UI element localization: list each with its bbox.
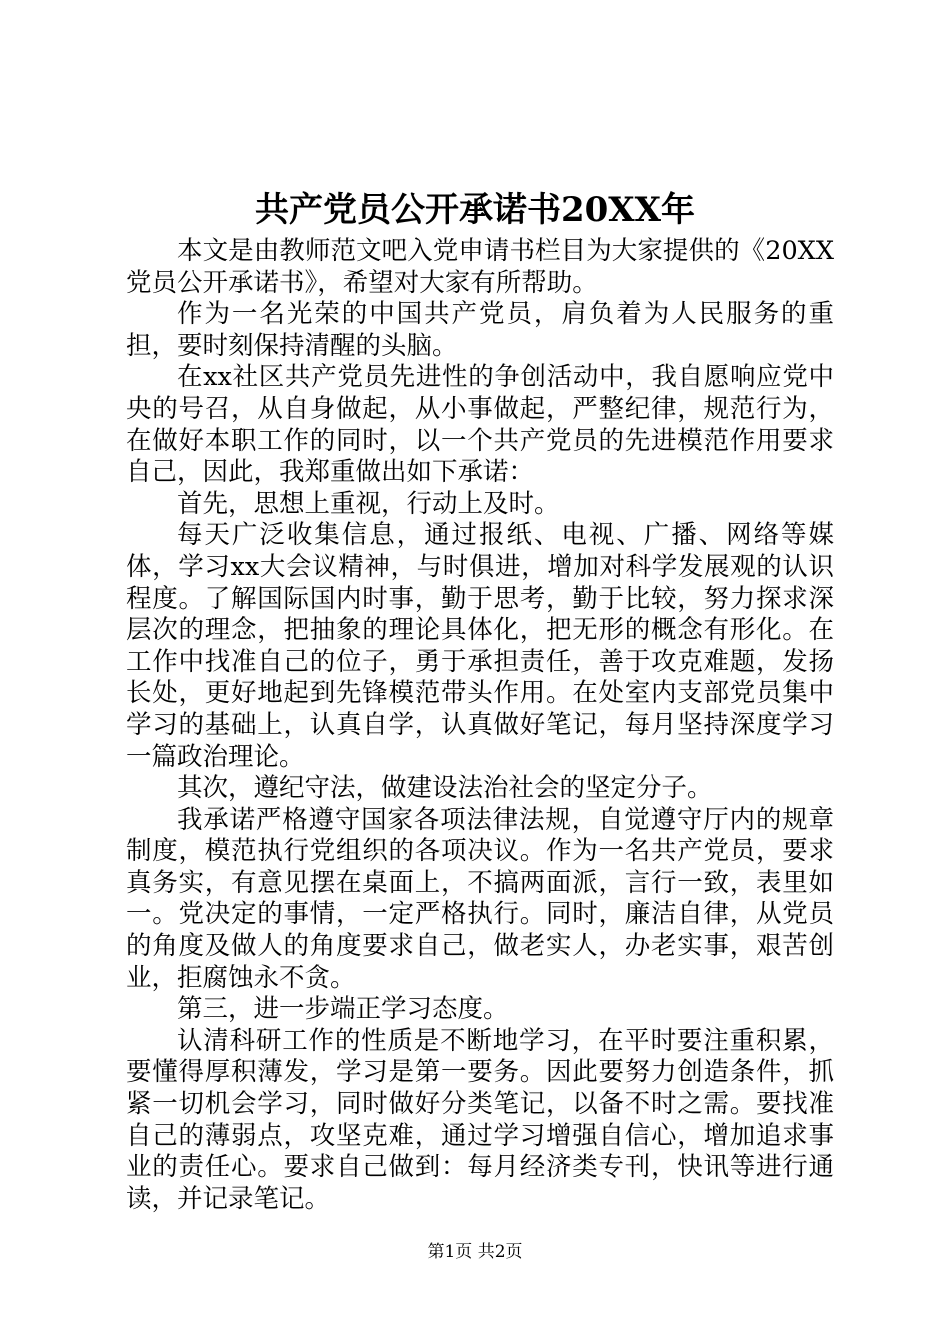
paragraph-third-detail: 认清科研工作的性质是不断地学习，在平时要注重积累，要懂得厚积薄发，学习是第一要务。因此要努力创造条件，抓紧一切机会学习，同时做好分类笔记，以备不时之需。要找准自己的薄弱点，攻坚克难，通过学习增强自信心，增加追求事业的责任心。要求自己做到：每月经济类专刊，快讯等进行通读，并记录笔记。	[126, 1025, 834, 1214]
paragraph-heading-first: 首先，思想上重视，行动上及时。	[177, 488, 560, 519]
document-title: 共产党员公开承诺书20XX年	[254, 190, 696, 230]
document-body	[126, 236, 834, 1215]
paragraph-identity: 作为一名光荣的中国共产党员，肩负着为人民服务的重担，要时刻保持清醒的头脑。	[126, 299, 834, 361]
paragraph-heading-second: 其次，遵纪守法，做建设法治社会的坚定分子。	[177, 773, 713, 804]
paragraph-commitment-context: 在xx社区共产党员先进性的争创活动中，我自愿响应党中央的号召，从自身做起，从小事做起，严整纪律，规范行为，在做好本职工作的同时，以一个共产党员的先进模范作用要求自己，因此，我郑重做出如下承诺：	[126, 362, 834, 488]
paragraph-intro: 本文是由教师范文吧入党申请书栏目为大家提供的《20XX党员公开承诺书》，希望对大家有所帮助。	[126, 236, 834, 298]
paragraph-heading-third: 第三，进一步端正学习态度。	[177, 994, 509, 1025]
page-number-footer: 第1页 共2页	[427, 1242, 523, 1262]
paragraph-second-detail: 我承诺严格遵守国家各项法律法规，自觉遵守厅内的规章制度，模范执行党组织的各项决议。作为一名共产党员，要求真务实，有意见摆在桌面上，不搞两面派，言行一致，表里如一。党决定的事情，一定严格执行。同时，廉洁自律，从党员的角度及做人的角度要求自己，做老实人，办老实事，艰苦创业，拒腐蚀永不贪。	[126, 804, 834, 993]
paragraph-first-detail: 每天广泛收集信息，通过报纸、电视、广播、网络等媒体，学习xx大会议精神，与时俱进，增加对科学发展观的认识程度。了解国际国内时事，勤于思考，勤于比较，努力探求深层次的理念，把抽象的理论具体化，把无形的概念有形化。在工作中找准自己的位子，勇于承担责任，善于攻克难题，发扬长处，更好地起到先锋模范带头作用。在处室内支部党员集中学习的基础上，认真自学，认真做好笔记，每月坚持深度学习一篇政治理论。	[126, 520, 834, 772]
